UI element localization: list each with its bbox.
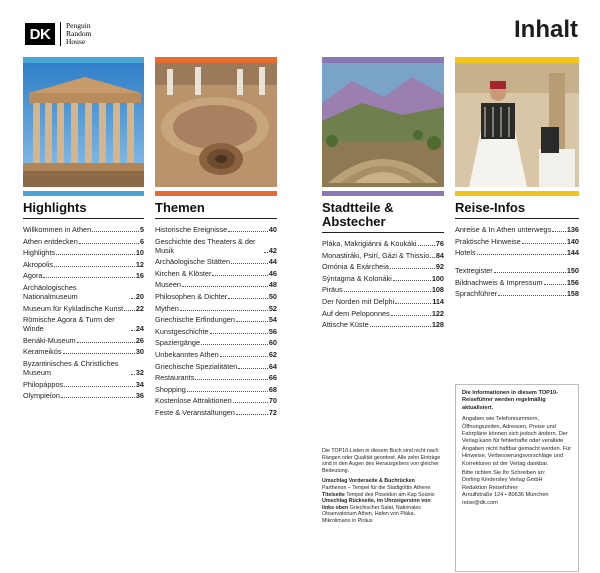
toc-entry-page: 62 [268, 349, 277, 359]
toc-entry-title: Olympieíon [23, 391, 60, 401]
toc-entry-title: Anreise & In Athen unterwegs [455, 225, 552, 234]
dot-leader [131, 330, 135, 331]
toc-list-stadtteile [322, 239, 444, 329]
toc-entry-title: Kostenlose Attraktionen [155, 396, 232, 406]
toc-entry[interactable] [155, 280, 277, 289]
update-infobox [455, 384, 579, 572]
column-reise [455, 57, 579, 301]
toc-entry[interactable] [155, 350, 277, 359]
dot-leader [77, 342, 135, 343]
toc-entry-page: 30 [135, 347, 144, 357]
dot-leader [344, 291, 431, 292]
toc-entry[interactable] [23, 237, 144, 246]
toc-entry-title: Shopping [155, 384, 186, 394]
toc-entry[interactable] [23, 271, 144, 280]
toc-entry-page: 16 [135, 271, 144, 281]
infobox-address-intro: Bitte richten Sie Ihr Schreiben an: [462, 470, 546, 477]
toc-entry-page: 114 [432, 296, 444, 306]
toc-entry[interactable] [455, 266, 579, 275]
toc-entry[interactable] [155, 396, 277, 405]
dot-leader [236, 414, 268, 415]
toc-entry-page: 46 [268, 268, 277, 278]
toc-entry-title: Attische Küste [322, 320, 369, 330]
toc-entry-title: Byzantinisches & Christliches Museum [23, 358, 119, 377]
toc-list-themen [155, 225, 277, 417]
logo-divider [60, 22, 61, 46]
toc-entry[interactable] [155, 373, 277, 382]
toc-entry-page: 48 [268, 280, 277, 290]
column-stadtteile [322, 57, 444, 332]
toc-entry[interactable] [155, 292, 277, 301]
toc-entry-title: Kerameikós [23, 347, 62, 357]
dot-leader [370, 326, 431, 327]
dot-leader [187, 391, 268, 392]
toc-entry[interactable] [155, 257, 277, 266]
toc-entry-title: Athen entdecken [23, 236, 78, 246]
toc-entry[interactable] [23, 380, 144, 389]
dk-logo: DK [25, 23, 55, 45]
column-highlights [23, 57, 144, 403]
dot-leader [180, 310, 268, 311]
toc-entry-title: Griechische Erfindungen [155, 315, 235, 325]
toc-entry-page: 12 [135, 259, 144, 269]
toc-entry-page: 128 [431, 320, 444, 330]
toc-entry-page: 144 [566, 248, 579, 258]
toc-entry-page: 20 [135, 291, 144, 301]
dot-leader [233, 402, 268, 403]
column-themen [155, 57, 277, 420]
section-title: Stadtteile & Abstecher [322, 201, 444, 233]
toc-entry-page: 122 [431, 308, 444, 318]
publisher-line: Random [66, 29, 92, 38]
toc-entry-page: 68 [268, 384, 277, 394]
dot-leader [61, 397, 135, 398]
dot-leader [498, 295, 566, 296]
toc-entry-page: 52 [268, 303, 277, 313]
toc-entry-title: Akropolis [23, 259, 54, 269]
dot-leader [544, 284, 566, 285]
toc-entry-page: 108 [431, 285, 444, 295]
dot-leader [395, 303, 431, 304]
toc-entry-title: Textregister [455, 266, 493, 276]
toc-entry[interactable] [322, 274, 444, 283]
toc-list-reise [455, 225, 579, 298]
toc-entry-title: Kunstgeschichte [155, 326, 209, 336]
notes-block [322, 448, 444, 529]
cover-credits [322, 478, 444, 524]
toc-entry[interactable] [455, 278, 579, 287]
color-rule [23, 191, 144, 196]
toc-entry-page: 34 [135, 379, 144, 389]
toc-entry-title: Willkommen in Athen [23, 225, 92, 234]
toc-entry[interactable] [155, 237, 277, 255]
toc-entry[interactable] [23, 391, 144, 400]
infobox-address-line: Dorling Kindersley Verlag GmbH [462, 477, 543, 484]
toc-entry-title: Historische Ereignisse [155, 225, 228, 234]
toc-entry-title: Agora [23, 271, 43, 281]
toc-entry-page: 24 [135, 324, 144, 334]
color-rule [322, 191, 444, 196]
toc-entry-page: 136 [566, 225, 579, 234]
dot-leader [43, 277, 134, 278]
toc-entry[interactable] [155, 225, 277, 234]
toc-entry-title: Römische Agora & Turm der Winde [23, 315, 115, 334]
toc-entry-page: 5 [139, 225, 144, 234]
infobox-email[interactable]: reise@dk.com [462, 499, 498, 506]
toc-entry[interactable] [155, 269, 277, 278]
dot-leader [212, 275, 268, 276]
section-title: Reise-Infos [455, 201, 579, 219]
toc-entry[interactable] [155, 327, 277, 336]
toc-entry-title: Kirchen & Klöster [155, 268, 212, 278]
toc-entry-title: Monastiráki, Psirí, Gázi & Thissío [322, 250, 430, 260]
cover-front-text: Parthenon – Tempel für die Stadtgöttin Athene [322, 484, 431, 491]
toc-entry-page: 32 [135, 367, 144, 377]
toc-entry-title: Highlights [23, 248, 56, 258]
toc-entry[interactable] [322, 309, 444, 318]
dot-leader [92, 231, 139, 232]
cover-back-label: Umschlag Rückseite, im Uhrzeigersinn von links oben [322, 498, 431, 511]
toc-entry[interactable] [155, 338, 277, 347]
toc-entry-title: Spaziergänge [155, 338, 201, 348]
toc-entry-page: 6 [139, 236, 144, 246]
toc-entry-title: Philopáppos [23, 379, 64, 389]
toc-entry[interactable] [155, 385, 277, 394]
toc-entry-title: Omónia & Exárcheia [322, 262, 389, 272]
toc-entry[interactable] [155, 315, 277, 324]
dot-leader [182, 286, 268, 287]
toc-entry[interactable] [23, 347, 144, 356]
toc-list-highlights [23, 225, 144, 400]
toc-entry-title: Benáki-Museum [23, 335, 76, 345]
dot-leader [391, 315, 431, 316]
toc-entry-page: 76 [435, 239, 444, 248]
dot-leader [195, 379, 268, 380]
toc-entry[interactable] [322, 297, 444, 306]
toc-entry[interactable] [23, 304, 144, 313]
toc-entry[interactable] [23, 283, 144, 301]
toc-entry-title: Geschichte des Theaters & der Musik [155, 236, 256, 255]
dot-leader [494, 272, 566, 273]
toc-entry-title: Auf dem Peloponnes [322, 308, 390, 318]
toc-entry[interactable] [155, 362, 277, 371]
dot-leader [131, 374, 135, 375]
toc-entry-page: 42 [268, 245, 277, 255]
dot-leader [522, 243, 566, 244]
toc-entry[interactable] [322, 239, 444, 248]
dot-leader [63, 353, 135, 354]
dot-leader [201, 344, 268, 345]
toc-entry[interactable] [455, 225, 579, 234]
toc-entry-page: 66 [268, 373, 277, 383]
publisher-line: Penguin [66, 21, 91, 30]
toc-entry[interactable] [322, 251, 444, 260]
dot-leader [228, 298, 268, 299]
toc-entry[interactable] [455, 289, 579, 298]
dot-leader [131, 298, 135, 299]
toc-entry-page: 44 [268, 257, 277, 267]
infobox-address-line: Redaktion Reiseführer [462, 484, 518, 491]
dot-leader [220, 356, 268, 357]
toc-entry-page: 26 [135, 335, 144, 345]
title-page-label: Titelseite [322, 491, 345, 498]
toc-entry-page: 92 [435, 262, 444, 272]
toc-entry-page: 50 [268, 291, 277, 301]
cover-front-label: Umschlag Vorderseite & Buchrücken [322, 478, 415, 485]
toc-entry-page: 64 [268, 361, 277, 371]
dot-leader [238, 368, 268, 369]
toc-entry-title: Sprachführer [455, 289, 498, 299]
toc-entry[interactable] [23, 225, 144, 234]
section-title: Highlights [23, 201, 144, 219]
color-rule [455, 191, 579, 196]
toc-entry[interactable] [23, 248, 144, 257]
infobox-lead: Die Informationen in diesem TOP10-Reiseführer werden regelmäßig aktualisiert. [462, 390, 558, 411]
infobox-body: Angaben wie Telefonnummern, Öffnungszeiten, Adressen, Preise und Fahrpläne können sich jedoch ändern. Der Verlag kann für fehlerhafte oder veraltete Angaben nicht haftbar gemacht werden. Für Hinweise, Verbesserungsvorschläge und Korrekturen ist der Verlag dankbar. [462, 416, 572, 467]
toc-entry-title: Museen [155, 280, 181, 290]
toc-entry-title: Griechische Spezialitäten [155, 361, 238, 371]
toc-entry[interactable] [155, 408, 277, 417]
dot-leader [430, 257, 435, 258]
toc-entry[interactable] [23, 260, 144, 269]
toc-entry-title: Archäologisches Nationalmuseum [23, 282, 78, 301]
toc-entry[interactable] [455, 237, 579, 246]
dot-leader [124, 310, 135, 311]
toc-entry-title: Pláka, Makrigiánni & Koukáki [322, 239, 417, 248]
toc-entry[interactable] [455, 248, 579, 257]
title-page-text: Tempel des Poseidon am Kap Soúnio [346, 491, 435, 498]
toc-entry[interactable] [23, 315, 144, 333]
toc-entry-page: 56 [268, 326, 277, 336]
toc-entry-title: Museum für Kykladische Kunst [23, 303, 124, 313]
toc-entry-title: Unbekanntes Athen [155, 349, 219, 359]
delphi-theatre-photo [322, 63, 444, 187]
toc-entry-page: 70 [268, 396, 277, 406]
page-title: Inhalt [514, 16, 578, 43]
toc-entry-title: Bildnachweis & Impressum [455, 277, 543, 287]
dot-leader [390, 268, 435, 269]
ranking-note: Die TOP10-Listen in diesem Buch sind nicht nach Rängen oder Qualität geordnet. Alle zehn Einträge sind in den Augen des Herausgebers von gleicher Bedeutung. [322, 448, 441, 474]
toc-entry[interactable] [23, 336, 144, 345]
toc-entry-page: 156 [566, 277, 579, 287]
cover-back-text: Griechischer Salat, Nationales Observatorium Athen, Hafen von Pláka, Mikrolimano in Piräus [322, 504, 421, 524]
toc-entry-page: 84 [435, 250, 444, 260]
publisher-name [66, 22, 91, 46]
toc-entry-title: Sýntagma & Kolonáki [322, 273, 392, 283]
dot-leader [477, 254, 566, 255]
toc-entry[interactable] [322, 285, 444, 294]
dot-leader [418, 245, 435, 246]
toc-entry-page: 54 [268, 315, 277, 325]
toc-entry-title: Praktische Hinweise [455, 236, 521, 246]
toc-entry-page: 10 [135, 248, 144, 258]
dot-leader [79, 243, 139, 244]
dot-leader [54, 266, 135, 267]
toc-entry-page: 100 [431, 273, 444, 283]
publisher-line: House [66, 37, 86, 46]
evzone-guard-photo [455, 63, 579, 187]
toc-entry-page: 140 [566, 236, 579, 246]
toc-entry-title: Archäologische Stätten [155, 257, 231, 267]
dot-leader [228, 231, 268, 232]
parthenon-photo [23, 63, 144, 187]
toc-entry[interactable] [155, 304, 277, 313]
theatre-ruins-photo [155, 63, 277, 187]
toc-entry-title: Mythen [155, 303, 179, 313]
color-rule [155, 191, 277, 196]
toc-entry-page: 150 [566, 266, 579, 276]
dot-leader [393, 280, 431, 281]
toc-entry-page: 158 [566, 289, 579, 299]
toc-entry-page: 36 [135, 391, 144, 401]
dot-leader [210, 333, 268, 334]
toc-entry[interactable] [322, 320, 444, 329]
toc-entry-title: Der Norden mit Delphi [322, 296, 395, 306]
toc-entry-title: Philosophen & Dichter [155, 291, 228, 301]
dot-leader [231, 263, 268, 264]
toc-entry-page: 60 [268, 338, 277, 348]
toc-entry[interactable] [322, 262, 444, 271]
dot-leader [264, 252, 268, 253]
publisher-logo [25, 22, 91, 46]
dot-leader [56, 254, 135, 255]
toc-entry-page: 22 [135, 303, 144, 313]
toc-entry-title: Feste & Veranstaltungen [155, 407, 235, 417]
toc-entry-page: 40 [268, 225, 277, 234]
toc-entry-page: 72 [268, 407, 277, 417]
infobox-address-line: Arnulfstraße 124 • 80636 München [462, 492, 549, 499]
toc-entry[interactable] [23, 359, 144, 377]
dot-leader [236, 321, 268, 322]
dot-leader [552, 231, 566, 232]
dot-leader [64, 386, 135, 387]
toc-entry-title: Restaurants [155, 373, 195, 383]
toc-entry-title: Piräus [322, 285, 343, 295]
toc-entry-title: Hotels [455, 248, 476, 258]
section-title: Themen [155, 201, 277, 219]
